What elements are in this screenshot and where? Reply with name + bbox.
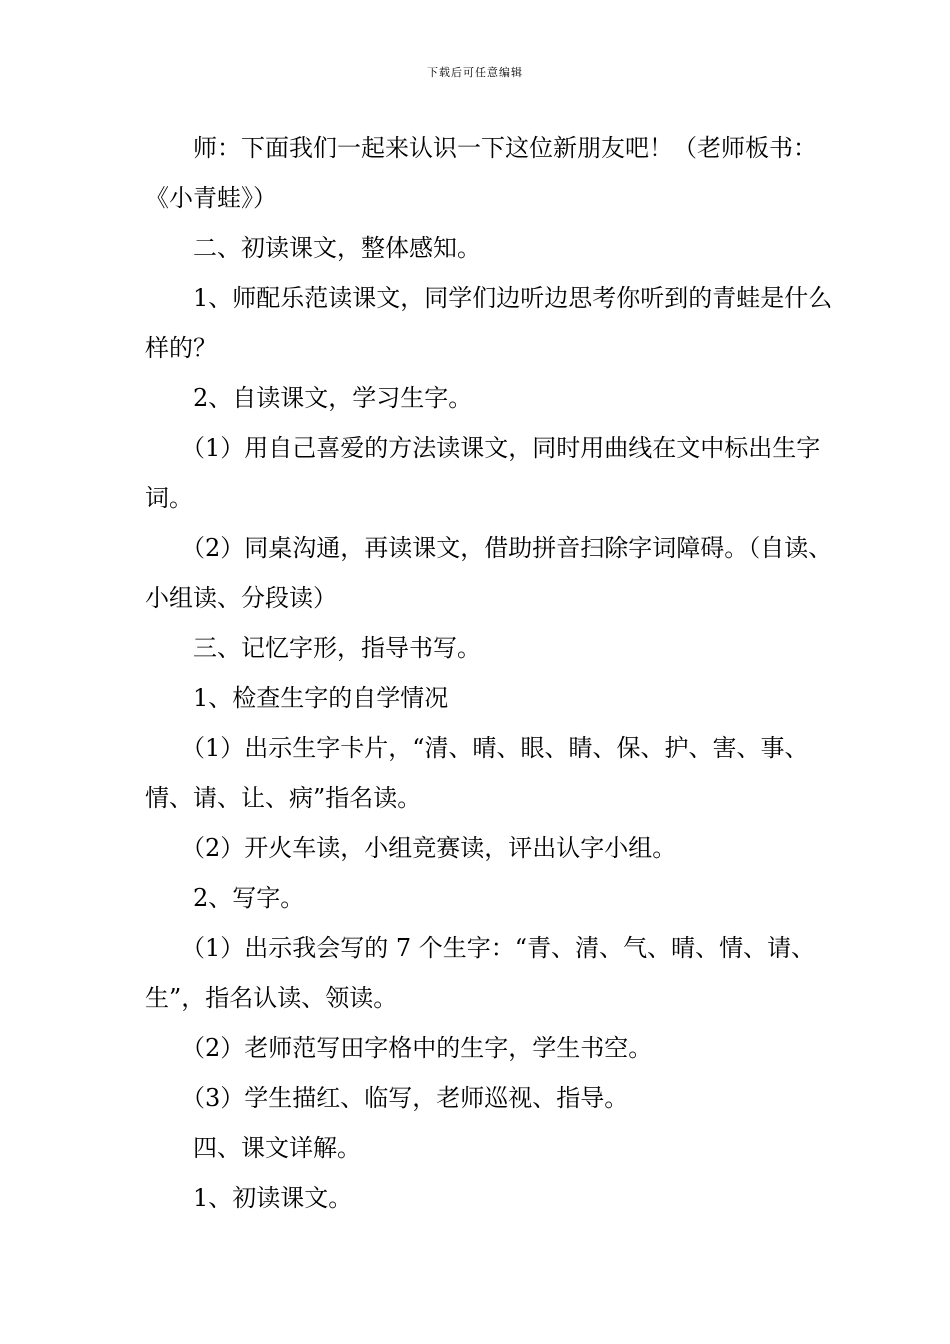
paragraph: 四、课文详解。 — [193, 1134, 361, 1162]
paragraph: 三、记忆字形，指导书写。 — [193, 634, 481, 662]
paragraph: 1、检查生字的自学情况 — [193, 684, 449, 712]
paragraph: 2、自读课文，学习生字。 — [193, 384, 473, 412]
paragraph: 1、师配乐范读课文，同学们边听边思考你听到的青蛙是什么样的？ — [145, 284, 833, 362]
paragraph: （2）开火车读，小组竞赛读，评出认字小组。 — [181, 834, 677, 862]
document-body — [145, 123, 835, 1223]
paragraph: （1）用自己喜爱的方法读课文，同时用曲线在文中标出生字词。 — [145, 434, 821, 512]
paragraph: （1）出示我会写的 7 个生字：“青、清、气、晴、情、请、生”，指名认读、领读。 — [145, 934, 816, 1012]
paragraph: 2、写字。 — [193, 884, 305, 912]
paragraph: （2）同桌沟通，再读课文，借助拼音扫除字词障碍。（自读、小组读、分段读） — [145, 534, 833, 612]
page-header: 下载后可任意编辑 — [427, 66, 523, 79]
paragraph: 师：下面我们一起来认识一下这位新朋友吧！（老师板书：《小青蛙》） — [145, 134, 817, 212]
paragraph: （1）出示生字卡片，“清、晴、眼、睛、保、护、害、事、情、请、让、病”指名读。 — [145, 734, 809, 812]
paragraph: 二、初读课文，整体感知。 — [193, 234, 481, 262]
paragraph: （2）老师范写田字格中的生字，学生书空。 — [181, 1034, 653, 1062]
paragraph: （3）学生描红、临写，老师巡视、指导。 — [181, 1084, 629, 1112]
paragraph: 1、初读课文。 — [193, 1184, 353, 1212]
